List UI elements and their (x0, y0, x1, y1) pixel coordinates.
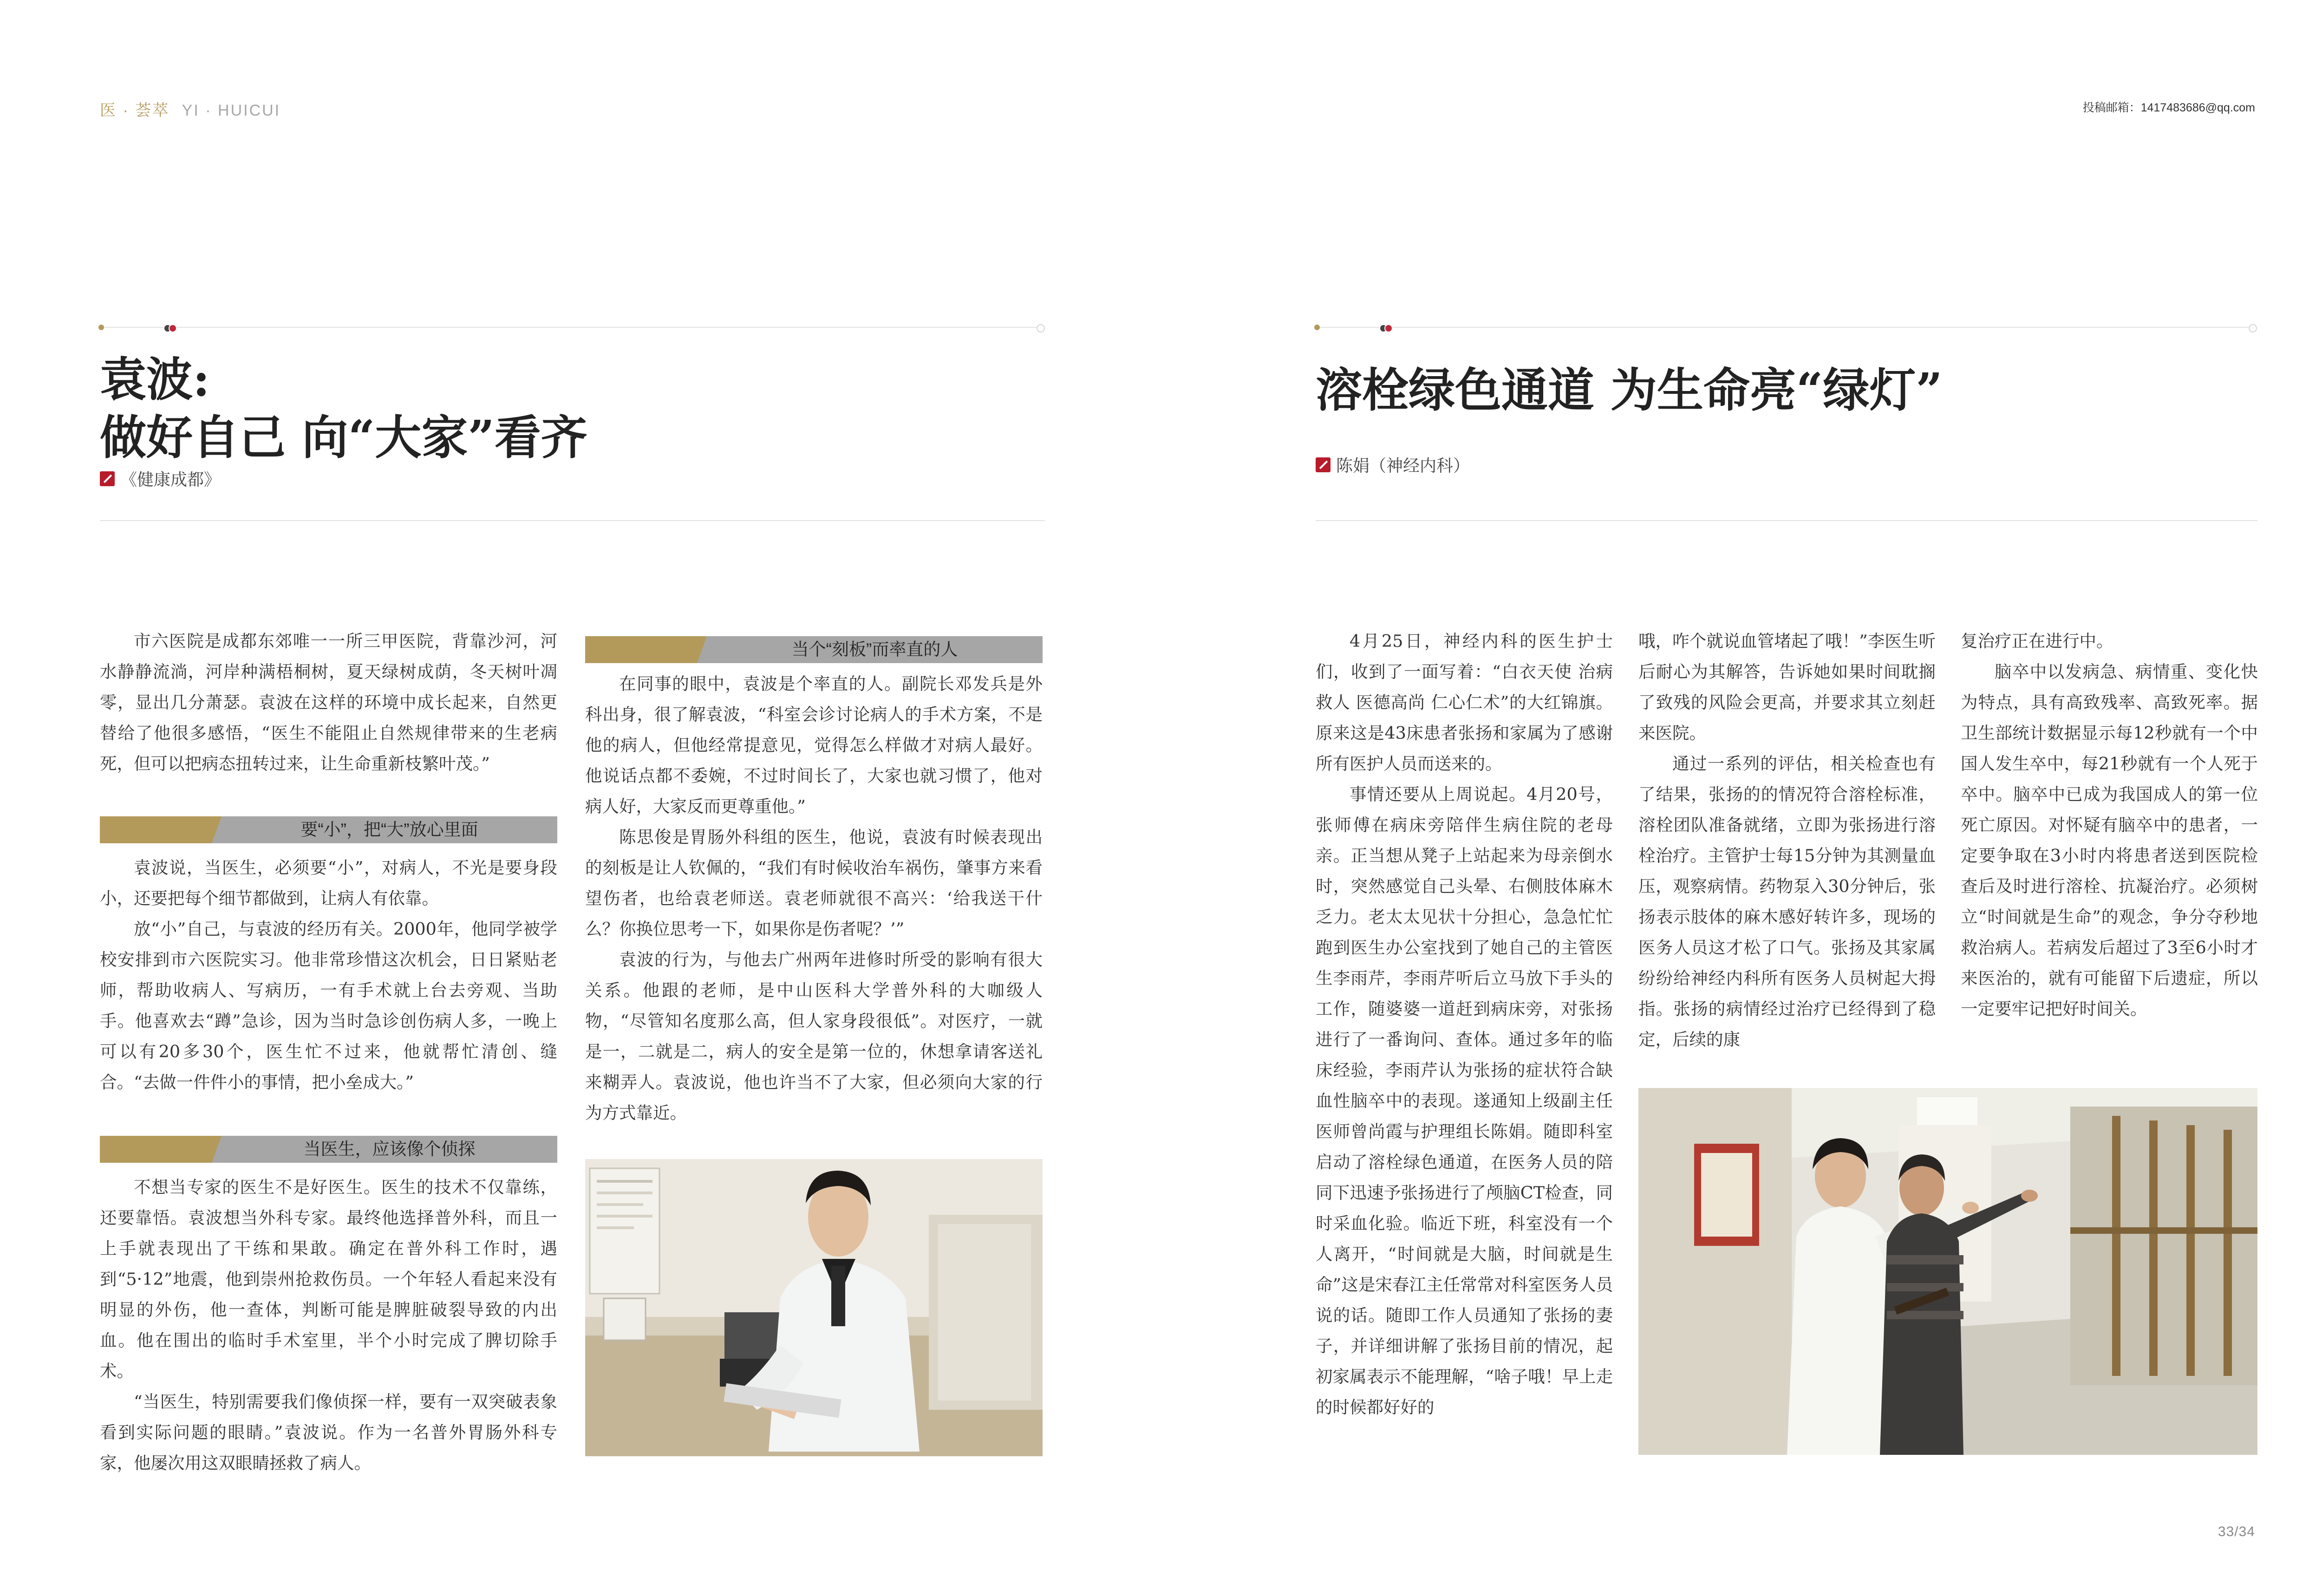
section-title: 要“小”，把“大”放心里面 (300, 820, 478, 839)
paragraph: 通过一系列的评估，相关检查也有了结果，张扬的的情况符合溶栓标准，溶栓团队准备就绪，立即为张扬进行溶栓治疗。主管护士每15分钟为其测量血压，观察病情。药物泵入30分钟后，张扬表示肢体的麻木感好转许多，现场的医务人员这才松了口气。张扬及其家属纷纷给神经内科所有医务人员树起大拇指。张扬的病情经过治疗已经得到了稳定，后续的康 (1638, 754, 1936, 1049)
paragraph: 袁波的行为，与他去广州两年进修时所受的影响有很大关系。他跟的老师，是中山医科大学普外科的大咖级人物，“尽管知名度那么高，但人家身段很低”。对医疗，一就是一，二就是二，病人的安全是第一位的，休想拿请客送礼来糊弄人。袁波说，他也许当不了大家，但必须向大家的行为方式靠近。 (585, 950, 1043, 1123)
section-bar-small-big (100, 816, 557, 843)
running-header-section (100, 98, 280, 120)
section-bar-detective (100, 1136, 557, 1163)
page-number: 33/34 (2218, 1524, 2255, 1539)
paragraph: 复治疗正在进行中。 (1961, 631, 2113, 651)
paragraph: 脑卒中以发病急、病情重、变化快为特点，具有高致残率、高致死率。据卫生部统计数据显示每12秒就有一个中国人发生卒中，每21秒就有一个人死于卒中。脑卒中已成为我国成人的第一位死亡原因。对怀疑有脑卒中的患者，一定要争取在3小时内将患者送到医院检查后及时进行溶栓、抗凝治疗。必须树立“时间就是生命”的观念，争分夺秒地救治病人。若病发后超过了3至6小时才来医治的，就有可能留下后遗症，所以一定要牢记把好时间关。 (1961, 662, 2258, 1019)
pen-icon (1316, 457, 1331, 472)
left-title-line2: 做好自己 向“大家”看齐 (100, 410, 587, 465)
paragraph: 陈思俊是胃肠外科组的医生，他说，袁波有时候表现出的刻板是让人钦佩的，“我们有时候收治车祸伤，肇事方来看望伤者，也给袁老师送。袁老师就很不高兴：‘给我送干什么？你换位思考一下，如果你是伤者呢？’” (585, 827, 1043, 939)
section-name-en: YI · HUICUI (182, 102, 281, 119)
right-byline-divider (1316, 520, 2257, 521)
paragraph: 事情还要从上周说起。4月20号，张师傅在病床旁陪伴生病住院的老母亲。正当想从凳子上站起来为母亲倒水时，突然感觉自己头晕、右侧肢体麻木乏力。老太太见状十分担心，急急忙忙跑到医生办公室找到了她自己的主管医生李雨芹，李雨芹听后立马放下手头的工作，随婆婆一道赶到病床旁，对张扬进行了一番询问、查体。通过多年的临床经验，李雨芹认为张扬的症状符合缺血性脑卒中的表现。遂通知上级副主任医师曾尚霞与护理组长陈娟。随即科室启动了溶栓绿色通道，在医务人员的陪同下迅速予张扬进行了颅脑CT检查，同时采血化验。临近下班，科室没有一个人离开，“时间就是大脑，时间就是生命”这是宋春江主任常常对科室医务人员说的话。随即工作人员通知了张扬的妻子，并详细讲解了张扬目前的情况，起初家属表示不能理解，“啥子哦！早上走的时候都好好的 (1316, 784, 1613, 1417)
submission-email: 投稿邮箱：1417483686@qq.com (2082, 101, 2255, 114)
right-article-column-2 (1638, 626, 1936, 1055)
hospital-corridor-photo (1638, 1088, 2257, 1455)
paragraph: 4月25日，神经内科的医生护士们，收到了一面写着：“白衣天使 治病救人 医德高尚 仁心仁术”的大红锦旗。原来这是43床患者张扬和家属为了感谢所有医护人员而送来的。 (1316, 631, 1613, 774)
left-intro-paragraph: 市六医院是成都东郊唯一一所三甲医院，背靠沙河，河水静静流淌，河岸种满梧桐树，夏天绿树成荫，冬天树叶凋零，显出几分萧瑟。袁波在这样的环境中成长起来，自然更替给了他很多感悟，“医生不能阻止自然规律带来的生老病死，但可以把病态扭转过来，让生命重新枝繁叶茂。” (100, 631, 557, 774)
paragraph: 袁波说，当医生，必须要“小”，对病人，不光是要身段小，还要把每个细节都做到，让病人有依靠。 (100, 858, 557, 908)
left-article-column-1 (100, 626, 557, 779)
left-byline-divider (100, 520, 1045, 521)
right-article-column-3 (1961, 626, 2258, 1024)
paragraph: 放“小”自己，与袁波的经历有关。2000年，他同学被学校安排到市六医院实习。他非常珍惜这次机会，日日紧贴老师，帮助收病人、写病历，一有手术就上台去旁观、当助手。他喜欢去“蹲”急诊，因为当时急诊创伤病人多，一晚上可以有20多30个，医生忙不过来，他就帮忙清创、缝合。“去做一件件小的事情，把小垒成大。” (100, 919, 557, 1092)
section-bar-straightforward (585, 636, 1043, 663)
paragraph: 哦，咋个就说血管堵起了哦！”李医生听后耐心为其解答，告诉她如果时间耽搁了致残的风险会更高，并要求其立刻赶来医院。 (1638, 631, 1936, 743)
section-name-cn: 医 · 荟萃 (100, 102, 170, 119)
section-title: 当医生，应该像个侦探 (303, 1140, 476, 1159)
title-decorative-rule-left (98, 323, 1045, 332)
section-title: 当个“刻板”而率直的人 (791, 640, 958, 659)
left-title-line1: 袁波: (100, 352, 210, 407)
pen-icon (100, 471, 115, 486)
left-article-title (100, 351, 587, 467)
paragraph: 在同事的眼中，袁波是个率直的人。副院长邓发兵是外科出身，很了解袁波，“科室会诊讨论病人的手术方案，不是他的病人，但他经常提意见，觉得怎么样做才对病人最好。他说话点都不委婉，不过时间长了，大家也就习惯了，他对病人好，大家反而更尊重他。” (585, 674, 1043, 816)
left-article-section1-text (100, 853, 557, 1098)
doctor-at-desk-photo (585, 1159, 1043, 1456)
right-article-column-1 (1316, 626, 1613, 1423)
right-article-byline (1316, 453, 1470, 476)
paragraph: “当医生，特别需要我们像侦探一样，要有一双突破表象看到实际问题的眼睛。”袁波说。作为一名普外胃肠外科专家，他屡次用这双眼睛拯救了病人。 (100, 1392, 557, 1473)
left-article-byline (100, 467, 221, 490)
right-article-title: 溶栓绿色通道 为生命亮“绿灯” (1316, 363, 1943, 417)
left-article-source: 《健康成都》 (120, 470, 221, 489)
paragraph: 不想当专家的医生不是好医生。医生的技术不仅靠练，还要靠悟。袁波想当外科专家。最终他选择普外科，而且一上手就表现出了干练和果敢。确定在普外科工作时，遇到“5·12”地震，他到崇州抢救伤员。一个年轻人看起来没有明显的外伤，他一查体，判断可能是脾脏破裂导致的内出血。他在围出的临时手术室里，半个小时完成了脾切除手术。 (100, 1177, 557, 1381)
left-article-section2-text (100, 1172, 557, 1479)
right-article-author: 陈娟（神经内科） (1336, 456, 1470, 475)
left-article-column-2 (585, 669, 1043, 1128)
title-decorative-rule-right (1314, 323, 2257, 332)
